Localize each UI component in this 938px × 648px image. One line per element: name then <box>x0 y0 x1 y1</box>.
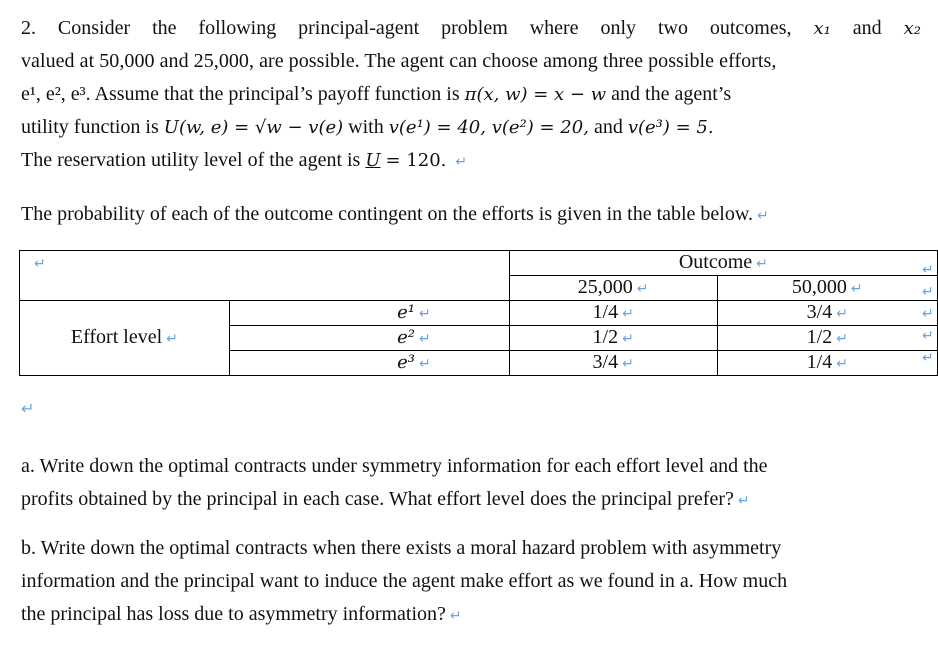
return-mark: ↵ <box>419 356 431 372</box>
return-mark: ↵ <box>449 608 462 624</box>
effort-cost-formula: v(e¹) = 40, v(e²) = 20, <box>388 117 589 138</box>
problem-line-2: valued at 50,000 and 25,000, are possible. The agent can choose among three possible efforts, <box>21 50 777 72</box>
prob-e3-50000: 1/4 ↵ <box>717 351 937 376</box>
return-mark: ↵ <box>166 331 178 347</box>
problem-line-1: 2. Consider the following principal-agent problem where only two outcomes, x₁ and x₂ <box>21 12 921 45</box>
return-mark: ↵ <box>922 262 934 278</box>
principal-payoff-formula: π(x, w) = x − w <box>464 84 607 105</box>
outcome-col-50000: 50,000 ↵ <box>717 276 937 301</box>
problem-line-5: The reservation utility level of the agent is U = 120. ↵ <box>21 149 468 171</box>
table-corner-cell <box>20 251 510 276</box>
return-mark: ↵ <box>419 306 431 322</box>
effort-e2: e² ↵ <box>229 326 509 351</box>
prob-e2-50000: 1/2 ↵ <box>717 326 937 351</box>
reservation-utility-value: = 120. <box>385 150 447 171</box>
return-mark: ↵ <box>636 281 649 297</box>
table-intro: The probability of each of the outcome contingent on the efforts is given in the table below. ↵ <box>21 203 769 225</box>
problem-number: 2. <box>21 17 36 39</box>
problem-statement <box>21 12 921 177</box>
probability-table <box>19 250 938 376</box>
return-mark: ↵ <box>419 331 431 347</box>
prob-e1-25000: 1/4 ↵ <box>509 301 717 326</box>
part-a: a. Write down the optimal contracts under symmetry information for each effort level and the profits obtained by the principal in each case. What effort level does the principal prefer? ↵ <box>21 455 768 510</box>
row-end-marks <box>922 262 934 372</box>
effort-level-label: Effort level ↵ <box>20 301 230 376</box>
problem-line-3: e¹, e², e³. Assume that the principal’s payoff function is π(x, w) = x − w and the agent’s <box>21 83 732 105</box>
return-mark: ↵ <box>922 306 934 322</box>
agent-utility-formula: U(w, e) = √w − v(e) <box>163 117 344 138</box>
return-mark: ↵ <box>34 256 46 273</box>
return-mark: ↵ <box>836 356 848 372</box>
effort-e1: e¹ ↵ <box>229 301 509 326</box>
return-mark: ↵ <box>737 493 750 509</box>
outcome-header: Outcome ↵ <box>509 251 937 276</box>
return-mark: ↵ <box>836 306 848 322</box>
prob-e1-50000: 3/4 ↵ <box>717 301 937 326</box>
return-mark: ↵ <box>455 154 468 170</box>
return-mark: ↵ <box>922 350 934 366</box>
return-mark: ↵ <box>922 328 934 344</box>
return-mark: ↵ <box>850 281 863 297</box>
return-mark: ↵ <box>622 306 634 322</box>
outcome-col-25000: 25,000 ↵ <box>509 276 717 301</box>
x2-symbol: x₂ <box>903 18 921 39</box>
part-b: b. Write down the optimal contracts when there exists a moral hazard problem with asymmetry information and the principal want to induce the agent make effort as we found in a. How much the principal has loss due to asymmetry information? ↵ <box>21 537 788 625</box>
reservation-utility-symbol: U <box>365 150 381 171</box>
effort-cost-e3: v(e³) = 5. <box>627 117 714 138</box>
return-mark: ↵ <box>836 331 848 347</box>
effort-e3: e³ ↵ <box>229 351 509 376</box>
table-empty-cell <box>20 276 510 301</box>
return-mark: ↵ <box>757 208 769 224</box>
x1-symbol: x₁ <box>813 18 831 39</box>
return-mark: ↵ <box>622 356 634 372</box>
prob-e2-25000: 1/2 ↵ <box>509 326 717 351</box>
problem-line-4: utility function is U(w, e) = √w − v(e) with v(e¹) = 40, v(e²) = 20, and v(e³) = 5. <box>21 116 714 138</box>
return-mark: ↵ <box>922 284 934 300</box>
return-mark: ↵ <box>756 256 768 272</box>
prob-e3-25000: 3/4 ↵ <box>509 351 717 376</box>
return-mark: ↵ <box>21 399 35 418</box>
return-mark: ↵ <box>622 331 634 347</box>
